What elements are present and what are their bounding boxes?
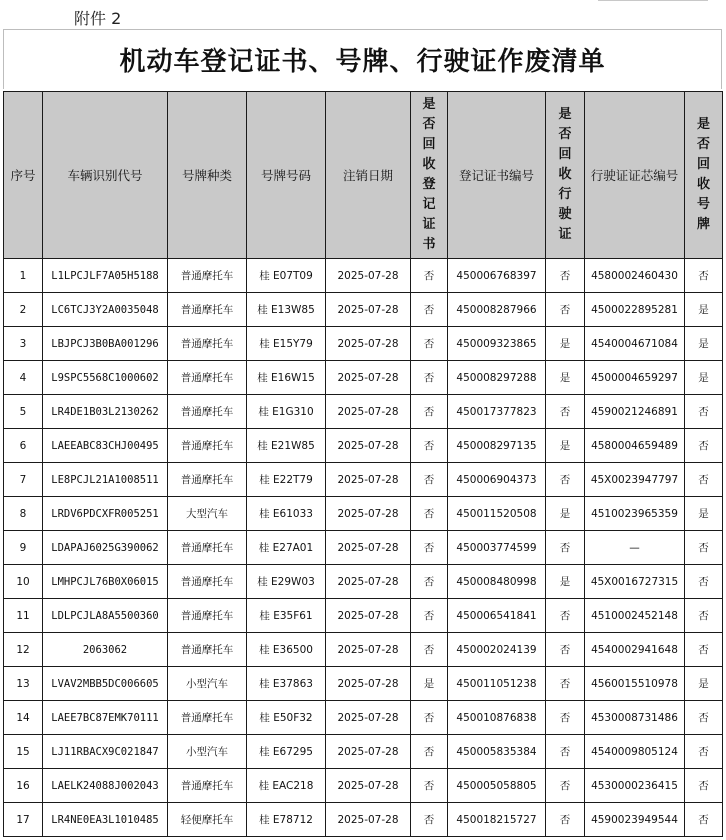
- cell-plate-recovered: 是: [685, 293, 723, 327]
- cell-plate-type: 普通摩托车: [168, 531, 247, 565]
- cell-license-recovered: 否: [546, 599, 585, 633]
- cell-plate-type: 普通摩托车: [168, 327, 247, 361]
- table-body: [4, 259, 723, 837]
- header-cert-number: 登记证书编号: [448, 92, 546, 259]
- cell-seq: 14: [4, 701, 43, 735]
- cell-license-number: 4590021246891: [585, 395, 685, 429]
- cell-cert-recovered: 否: [411, 463, 448, 497]
- cell-license-number: 4590023949544: [585, 803, 685, 837]
- table-row: [4, 361, 723, 395]
- cell-license-recovered: 是: [546, 565, 585, 599]
- cell-license-number: 4540004671084: [585, 327, 685, 361]
- cell-cert-recovered: 否: [411, 259, 448, 293]
- cell-seq: 4: [4, 361, 43, 395]
- header-license-number: 行驶证证芯编号: [585, 92, 685, 259]
- cell-vin: L1LPCJLF7A05H5188: [43, 259, 168, 293]
- cell-license-number: 45X0016727315: [585, 565, 685, 599]
- document-title: 机动车登记证书、号牌、行驶证作废清单: [119, 47, 606, 77]
- cell-plate-number: 桂 E16W15: [247, 361, 326, 395]
- cell-cert-number: 450005058805: [448, 769, 546, 803]
- cell-license-recovered: 是: [546, 361, 585, 395]
- table-row: [4, 735, 723, 769]
- cell-cert-recovered: 否: [411, 429, 448, 463]
- cell-cert-number: 450009323865: [448, 327, 546, 361]
- cell-plate-recovered: 否: [685, 769, 723, 803]
- cell-cert-number: 450011520508: [448, 497, 546, 531]
- cell-cancel-date: 2025-07-28: [326, 803, 411, 837]
- cell-cert-number: 450006904373: [448, 463, 546, 497]
- header-vin: 车辆识别代号: [43, 92, 168, 259]
- cancellation-table: [3, 91, 723, 837]
- cell-cert-recovered: 否: [411, 565, 448, 599]
- cell-plate-number: 桂 E36500: [247, 633, 326, 667]
- cell-cert-recovered: 否: [411, 327, 448, 361]
- header-plate-type: 号牌种类: [168, 92, 247, 259]
- cell-plate-recovered: 否: [685, 701, 723, 735]
- cell-license-recovered: 否: [546, 259, 585, 293]
- cell-plate-recovered: 是: [685, 497, 723, 531]
- cell-cancel-date: 2025-07-28: [326, 395, 411, 429]
- header-plate-recovered-label: 是否回收号牌: [697, 117, 711, 232]
- table-row: [4, 599, 723, 633]
- cell-license-number: 4500004659297: [585, 361, 685, 395]
- cell-vin: LAELK24088J002043: [43, 769, 168, 803]
- cell-seq: 11: [4, 599, 43, 633]
- header-license-recovered: [546, 92, 585, 259]
- header-plate-number: 号牌号码: [247, 92, 326, 259]
- cell-plate-type: 普通摩托车: [168, 361, 247, 395]
- cell-license-number: 4540002941648: [585, 633, 685, 667]
- cell-plate-number: 桂 E13W85: [247, 293, 326, 327]
- cell-plate-recovered: 否: [685, 463, 723, 497]
- cell-plate-type: 大型汽车: [168, 497, 247, 531]
- cell-license-recovered: 是: [546, 429, 585, 463]
- cell-plate-recovered: 否: [685, 531, 723, 565]
- cell-cancel-date: 2025-07-28: [326, 293, 411, 327]
- cell-vin: 2063062: [43, 633, 168, 667]
- header-cert-recovered: [411, 92, 448, 259]
- cell-vin: LVAV2MBB5DC006605: [43, 667, 168, 701]
- table-row: [4, 531, 723, 565]
- cell-license-recovered: 否: [546, 803, 585, 837]
- cell-cert-number: 450008297288: [448, 361, 546, 395]
- cell-plate-type: 轻便摩托车: [168, 803, 247, 837]
- cell-license-number: 4510002452148: [585, 599, 685, 633]
- cell-plate-type: 普通摩托车: [168, 429, 247, 463]
- table-row: [4, 395, 723, 429]
- cell-plate-type: 小型汽车: [168, 667, 247, 701]
- cell-cert-number: 450008480998: [448, 565, 546, 599]
- cell-license-recovered: 否: [546, 395, 585, 429]
- cell-cert-recovered: 否: [411, 633, 448, 667]
- cell-plate-recovered: 否: [685, 735, 723, 769]
- cell-plate-recovered: 否: [685, 599, 723, 633]
- cell-plate-type: 普通摩托车: [168, 395, 247, 429]
- cell-cert-recovered: 否: [411, 395, 448, 429]
- table-row: [4, 327, 723, 361]
- cell-cert-number: 450008287966: [448, 293, 546, 327]
- cell-license-recovered: 是: [546, 327, 585, 361]
- cell-cert-number: 450002024139: [448, 633, 546, 667]
- cell-plate-type: 普通摩托车: [168, 701, 247, 735]
- cell-license-recovered: 否: [546, 633, 585, 667]
- cell-plate-type: 普通摩托车: [168, 463, 247, 497]
- cell-vin: LE8PCJL21A1008511: [43, 463, 168, 497]
- cell-plate-recovered: 否: [685, 429, 723, 463]
- table-row: [4, 565, 723, 599]
- cell-cert-recovered: 否: [411, 293, 448, 327]
- cell-seq: 16: [4, 769, 43, 803]
- table-row: [4, 497, 723, 531]
- cell-plate-type: 普通摩托车: [168, 769, 247, 803]
- cell-cert-number: 450005835384: [448, 735, 546, 769]
- cell-vin: LR4DE1B03L2130262: [43, 395, 168, 429]
- cell-license-recovered: 否: [546, 531, 585, 565]
- cell-vin: LDAPAJ6025G390062: [43, 531, 168, 565]
- cell-license-number: 4510023965359: [585, 497, 685, 531]
- cell-cert-recovered: 否: [411, 497, 448, 531]
- header-plate-recovered: [685, 92, 723, 259]
- cell-plate-recovered: 否: [685, 565, 723, 599]
- cell-license-number: 4580002460430: [585, 259, 685, 293]
- cell-license-number: 4530008731486: [585, 701, 685, 735]
- cell-plate-number: 桂 E27A01: [247, 531, 326, 565]
- cell-license-number: 4580004659489: [585, 429, 685, 463]
- cell-cert-recovered: 否: [411, 735, 448, 769]
- cell-cert-number: 450018215727: [448, 803, 546, 837]
- cell-plate-number: 桂 E35F61: [247, 599, 326, 633]
- header-row: [4, 92, 723, 259]
- cell-cert-recovered: 否: [411, 531, 448, 565]
- cell-cert-number: 450010876838: [448, 701, 546, 735]
- cell-seq: 15: [4, 735, 43, 769]
- cell-plate-type: 普通摩托车: [168, 633, 247, 667]
- cell-license-recovered: 否: [546, 701, 585, 735]
- cell-cancel-date: 2025-07-28: [326, 259, 411, 293]
- cell-vin: LC6TCJ3Y2A0035048: [43, 293, 168, 327]
- cell-license-number: 4540009805124: [585, 735, 685, 769]
- cell-plate-number: 桂 E37863: [247, 667, 326, 701]
- cell-plate-number: 桂 E50F32: [247, 701, 326, 735]
- cell-plate-type: 普通摩托车: [168, 259, 247, 293]
- cell-cert-number: 450003774599: [448, 531, 546, 565]
- cell-cancel-date: 2025-07-28: [326, 531, 411, 565]
- cell-cert-recovered: 否: [411, 769, 448, 803]
- cell-license-recovered: 否: [546, 667, 585, 701]
- cell-cert-number: 450017377823: [448, 395, 546, 429]
- table-row: [4, 293, 723, 327]
- cell-vin: LAEE7BC87EMK70111: [43, 701, 168, 735]
- cell-plate-number: 桂 EAC218: [247, 769, 326, 803]
- cell-plate-recovered: 否: [685, 395, 723, 429]
- cell-cert-number: 450006541841: [448, 599, 546, 633]
- cell-license-number: 45X0023947797: [585, 463, 685, 497]
- cell-vin: LAEEABC83CHJ00495: [43, 429, 168, 463]
- cell-seq: 8: [4, 497, 43, 531]
- cell-vin: L9SPC5568C1000602: [43, 361, 168, 395]
- cell-cert-recovered: 否: [411, 701, 448, 735]
- cell-license-number: 4530000236415: [585, 769, 685, 803]
- cell-seq: 10: [4, 565, 43, 599]
- cell-license-recovered: 否: [546, 769, 585, 803]
- cell-vin: LBJPCJ3B0BA001296: [43, 327, 168, 361]
- cell-seq: 13: [4, 667, 43, 701]
- cell-cert-number: 450011051238: [448, 667, 546, 701]
- cell-plate-number: 桂 E61033: [247, 497, 326, 531]
- table-row: [4, 769, 723, 803]
- cell-plate-number: 桂 E21W85: [247, 429, 326, 463]
- cell-plate-number: 桂 E15Y79: [247, 327, 326, 361]
- cell-plate-type: 普通摩托车: [168, 599, 247, 633]
- cell-cancel-date: 2025-07-28: [326, 701, 411, 735]
- cell-cancel-date: 2025-07-28: [326, 463, 411, 497]
- cell-license-recovered: 否: [546, 463, 585, 497]
- cell-plate-type: 小型汽车: [168, 735, 247, 769]
- table-row: [4, 259, 723, 293]
- cell-license-number: 4560015510978: [585, 667, 685, 701]
- cell-cert-number: 450006768397: [448, 259, 546, 293]
- cell-seq: 7: [4, 463, 43, 497]
- cell-cert-recovered: 否: [411, 361, 448, 395]
- cell-seq: 12: [4, 633, 43, 667]
- table-row: [4, 667, 723, 701]
- cell-plate-number: 桂 E67295: [247, 735, 326, 769]
- cell-license-number: 4500022895281: [585, 293, 685, 327]
- cell-plate-recovered: 否: [685, 259, 723, 293]
- cell-vin: LR4NE0EA3L1010485: [43, 803, 168, 837]
- table-row: [4, 429, 723, 463]
- cell-vin: LMHPCJL76B0X06015: [43, 565, 168, 599]
- cell-license-number: —: [585, 531, 685, 565]
- header-license-recovered-label: 是否回收行驶证: [558, 107, 572, 242]
- top-divider: [598, 0, 708, 1]
- table-row: [4, 701, 723, 735]
- cell-license-recovered: 否: [546, 293, 585, 327]
- cell-plate-number: 桂 E1G310: [247, 395, 326, 429]
- header-cancel-date: 注销日期: [326, 92, 411, 259]
- title-bar: [3, 29, 722, 89]
- cell-seq: 5: [4, 395, 43, 429]
- cell-cancel-date: 2025-07-28: [326, 667, 411, 701]
- cell-cancel-date: 2025-07-28: [326, 327, 411, 361]
- cell-plate-recovered: 是: [685, 361, 723, 395]
- cell-vin: LDLPCJLA8A5500360: [43, 599, 168, 633]
- cell-plate-recovered: 是: [685, 667, 723, 701]
- header-cert-recovered-label: 是否回收登记证书: [422, 97, 436, 252]
- table-row: [4, 463, 723, 497]
- cell-plate-type: 普通摩托车: [168, 293, 247, 327]
- cell-cancel-date: 2025-07-28: [326, 633, 411, 667]
- cell-plate-number: 桂 E22T79: [247, 463, 326, 497]
- cell-cancel-date: 2025-07-28: [326, 497, 411, 531]
- cell-cancel-date: 2025-07-28: [326, 429, 411, 463]
- cell-cancel-date: 2025-07-28: [326, 565, 411, 599]
- cell-plate-recovered: 否: [685, 633, 723, 667]
- cell-vin: LJ11RBACX9C021847: [43, 735, 168, 769]
- cell-license-recovered: 否: [546, 735, 585, 769]
- cell-plate-number: 桂 E78712: [247, 803, 326, 837]
- cell-cancel-date: 2025-07-28: [326, 735, 411, 769]
- cell-cert-recovered: 否: [411, 599, 448, 633]
- table-row: [4, 633, 723, 667]
- attachment-label: 附件 2: [74, 9, 122, 28]
- cell-cert-number: 450008297135: [448, 429, 546, 463]
- header-seq: 序号: [4, 92, 43, 259]
- cell-cancel-date: 2025-07-28: [326, 769, 411, 803]
- cell-plate-recovered: 否: [685, 803, 723, 837]
- cell-cert-recovered: 是: [411, 667, 448, 701]
- cell-vin: LRDV6PDCXFR005251: [43, 497, 168, 531]
- cell-plate-type: 普通摩托车: [168, 565, 247, 599]
- cell-seq: 3: [4, 327, 43, 361]
- cell-license-recovered: 是: [546, 497, 585, 531]
- table-row: [4, 803, 723, 837]
- cell-seq: 6: [4, 429, 43, 463]
- cell-plate-number: 桂 E29W03: [247, 565, 326, 599]
- cell-cancel-date: 2025-07-28: [326, 361, 411, 395]
- cell-seq: 17: [4, 803, 43, 837]
- cell-seq: 9: [4, 531, 43, 565]
- cell-plate-recovered: 是: [685, 327, 723, 361]
- cell-plate-number: 桂 E07T09: [247, 259, 326, 293]
- cell-cert-recovered: 否: [411, 803, 448, 837]
- cell-cancel-date: 2025-07-28: [326, 599, 411, 633]
- cell-seq: 2: [4, 293, 43, 327]
- cell-seq: 1: [4, 259, 43, 293]
